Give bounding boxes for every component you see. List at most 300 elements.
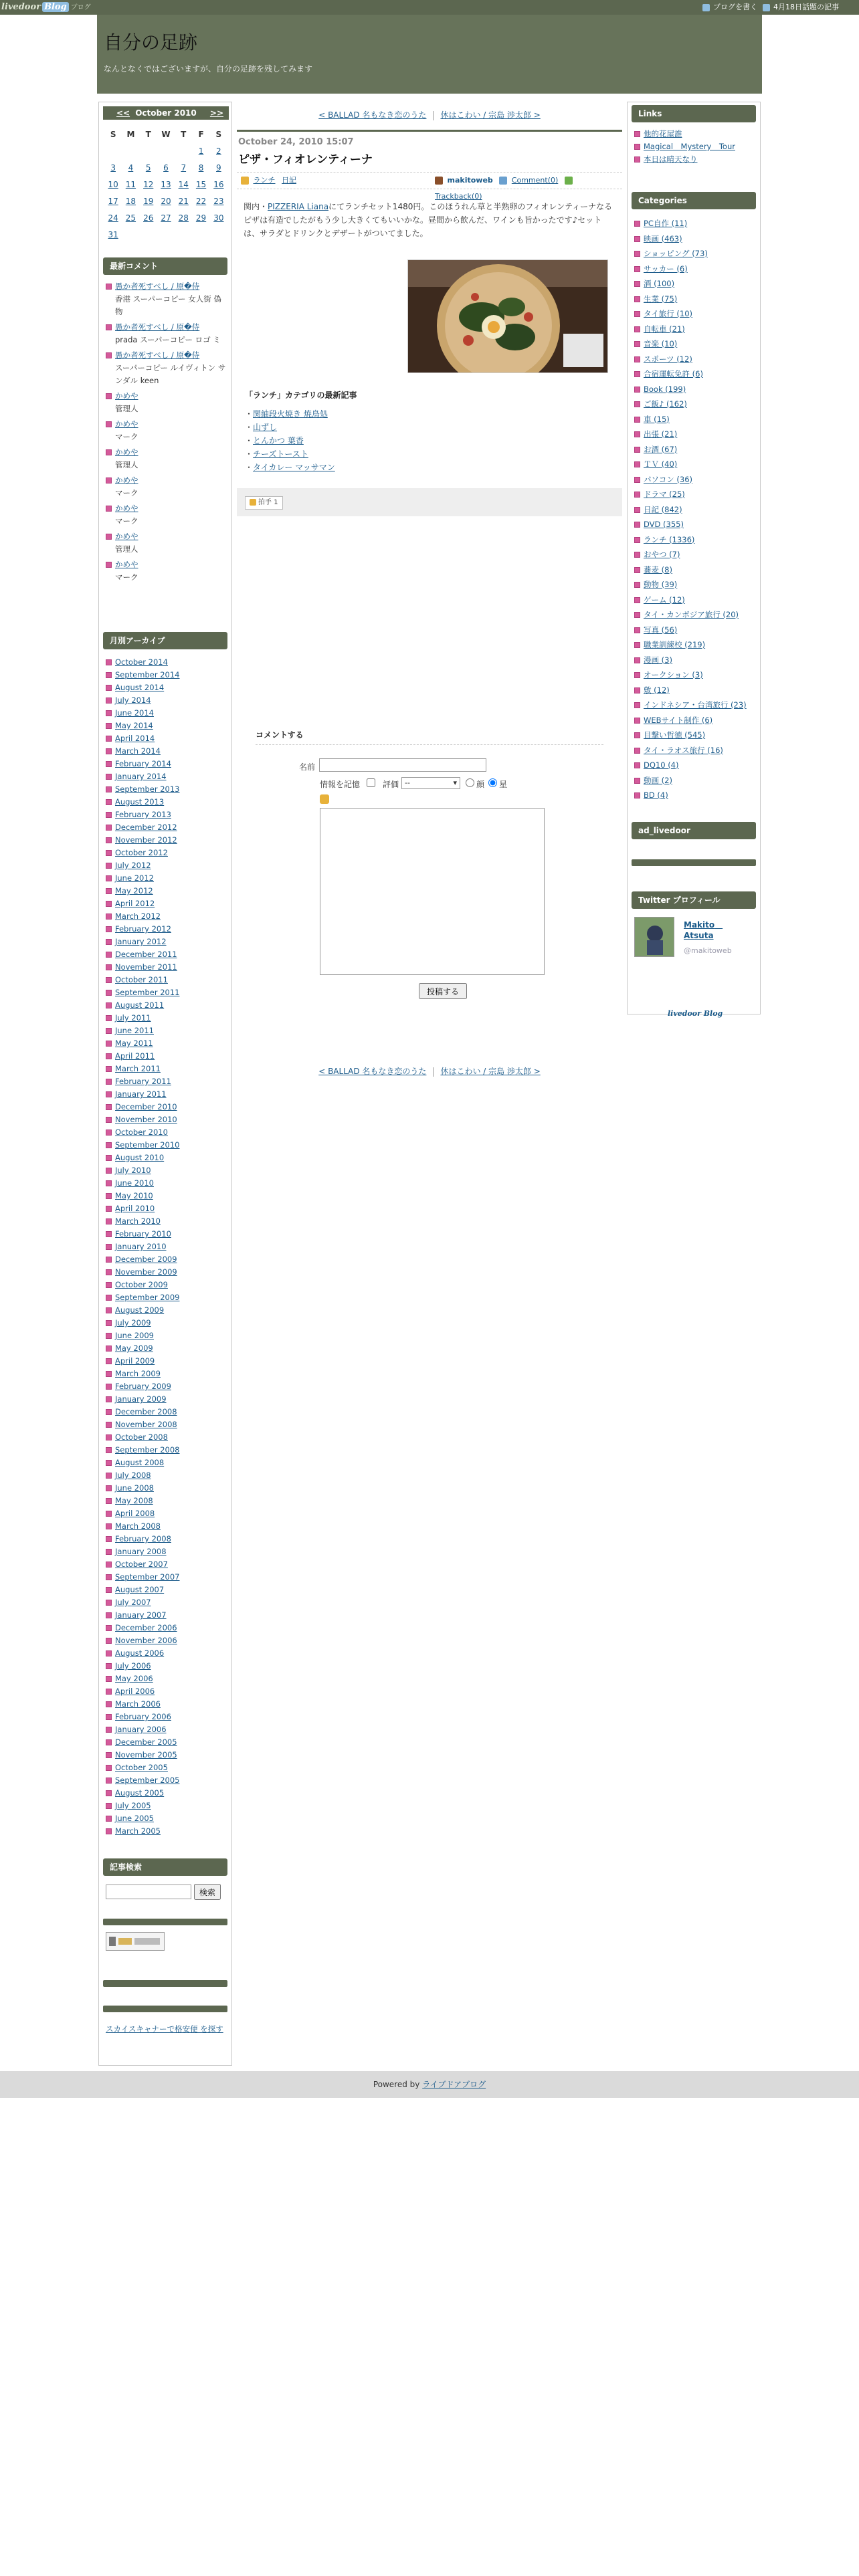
calendar-day[interactable]: 12 bbox=[143, 179, 154, 189]
archive-link[interactable]: December 2006 bbox=[115, 1623, 177, 1632]
category-link[interactable]: ゲーム (12) bbox=[644, 595, 685, 605]
calendar-day[interactable]: 1 bbox=[198, 146, 204, 156]
archive-item[interactable] bbox=[104, 1698, 226, 1711]
archive-item[interactable] bbox=[104, 770, 226, 783]
archive-item[interactable] bbox=[104, 1304, 226, 1317]
archive-item[interactable] bbox=[104, 1736, 226, 1749]
archive-item[interactable] bbox=[104, 783, 226, 796]
comment-post-link[interactable]: 愚か者死すべし / 原�侍 bbox=[115, 322, 200, 332]
livedoor-blog-link[interactable]: ライブドアブログ bbox=[422, 2080, 486, 2089]
archive-item[interactable] bbox=[104, 834, 226, 847]
archive-link[interactable]: October 2005 bbox=[115, 1763, 168, 1772]
calendar-day[interactable]: 14 bbox=[178, 179, 189, 189]
archive-item[interactable] bbox=[104, 1622, 226, 1634]
category-item[interactable] bbox=[633, 788, 755, 803]
category-item[interactable] bbox=[633, 743, 755, 758]
archive-item[interactable] bbox=[104, 1241, 226, 1253]
blog-title[interactable]: 自分の足跡 bbox=[104, 31, 198, 53]
category-item[interactable] bbox=[633, 593, 755, 608]
calendar-prev-link[interactable]: << bbox=[116, 108, 130, 118]
archive-item[interactable] bbox=[104, 821, 226, 834]
category-link[interactable]: Book (199) bbox=[644, 384, 686, 394]
archive-link[interactable]: December 2008 bbox=[115, 1407, 177, 1416]
archive-item[interactable] bbox=[104, 1139, 226, 1152]
archive-link[interactable]: April 2006 bbox=[115, 1687, 155, 1696]
author-link[interactable]: makitoweb bbox=[447, 176, 493, 185]
archive-link[interactable]: June 2012 bbox=[115, 873, 154, 883]
archive-link[interactable]: February 2008 bbox=[115, 1534, 171, 1543]
calendar-day[interactable]: 21 bbox=[178, 196, 189, 206]
archive-link[interactable]: June 2010 bbox=[115, 1178, 154, 1188]
archive-link[interactable]: September 2009 bbox=[115, 1293, 180, 1302]
archive-item[interactable] bbox=[104, 1355, 226, 1368]
prev-post-link[interactable]: < BALLAD 名もなき恋のうた bbox=[318, 110, 427, 120]
archive-item[interactable] bbox=[104, 885, 226, 897]
archive-link[interactable]: December 2009 bbox=[115, 1255, 177, 1264]
archive-link[interactable]: January 2014 bbox=[115, 772, 167, 781]
archive-item[interactable] bbox=[104, 1063, 226, 1075]
archive-item[interactable] bbox=[104, 1380, 226, 1393]
archive-link[interactable]: December 2010 bbox=[115, 1102, 177, 1111]
archive-item[interactable] bbox=[104, 847, 226, 859]
archive-link[interactable]: October 2009 bbox=[115, 1280, 168, 1289]
archive-item[interactable] bbox=[104, 910, 226, 923]
archive-link[interactable]: April 2014 bbox=[115, 734, 155, 743]
category-item[interactable] bbox=[633, 487, 755, 502]
category-link[interactable]: 自転車 (21) bbox=[644, 324, 685, 334]
archive-item[interactable] bbox=[104, 1609, 226, 1622]
archive-link[interactable]: September 2011 bbox=[115, 988, 180, 997]
calendar-day[interactable]: 2 bbox=[216, 146, 221, 156]
archive-item[interactable] bbox=[104, 1457, 226, 1469]
archive-item[interactable] bbox=[104, 1317, 226, 1329]
category-item[interactable] bbox=[633, 322, 755, 337]
archive-link[interactable]: August 2009 bbox=[115, 1305, 165, 1315]
archive-item[interactable] bbox=[104, 1088, 226, 1101]
calendar-day[interactable]: 9 bbox=[216, 163, 221, 173]
archive-item[interactable] bbox=[104, 1800, 226, 1812]
archive-item[interactable] bbox=[104, 1291, 226, 1304]
external-link[interactable]: Magical Mystery Tour bbox=[644, 142, 735, 151]
livedoor-blog-logo[interactable]: livedoor Blog bbox=[668, 1009, 723, 1018]
twitter-name[interactable]: Makito Atsuta bbox=[684, 920, 723, 940]
archive-item[interactable] bbox=[104, 1228, 226, 1241]
like-button[interactable] bbox=[245, 496, 283, 510]
category-link[interactable]: 映画 (463) bbox=[644, 233, 682, 243]
archive-link[interactable]: February 2011 bbox=[115, 1077, 171, 1086]
calendar-day[interactable]: 16 bbox=[213, 179, 224, 189]
archive-link[interactable]: May 2011 bbox=[115, 1039, 153, 1048]
counter-badge[interactable] bbox=[106, 1932, 165, 1951]
remember-checkbox[interactable] bbox=[367, 778, 375, 787]
calendar-day[interactable]: 10 bbox=[108, 179, 118, 189]
archive-link[interactable]: October 2008 bbox=[115, 1432, 168, 1442]
archive-item[interactable] bbox=[104, 1037, 226, 1050]
archive-item[interactable] bbox=[104, 1571, 226, 1584]
archive-item[interactable] bbox=[104, 1482, 226, 1495]
category-item[interactable] bbox=[633, 292, 755, 307]
category-link[interactable]: 車 (15) bbox=[644, 414, 670, 424]
archive-item[interactable] bbox=[104, 1685, 226, 1698]
category-link[interactable]: 音楽 (10) bbox=[644, 339, 678, 348]
calendar-day[interactable]: 4 bbox=[128, 163, 134, 173]
archive-item[interactable] bbox=[104, 809, 226, 821]
calendar-day[interactable]: 3 bbox=[110, 163, 116, 173]
archive-item[interactable] bbox=[104, 1050, 226, 1063]
calendar-day[interactable]: 11 bbox=[125, 179, 136, 189]
archive-link[interactable]: June 2008 bbox=[115, 1483, 154, 1493]
calendar-day[interactable]: 24 bbox=[108, 213, 118, 223]
archive-link[interactable]: July 2014 bbox=[115, 695, 151, 705]
category-link[interactable]: 動物 (39) bbox=[644, 580, 678, 589]
archive-item[interactable] bbox=[104, 1533, 226, 1545]
archive-item[interactable] bbox=[104, 1113, 226, 1126]
archive-link[interactable]: August 2005 bbox=[115, 1788, 165, 1798]
category-item[interactable] bbox=[633, 412, 755, 427]
archive-item[interactable] bbox=[104, 1711, 226, 1723]
category-link[interactable]: ショッピング (73) bbox=[644, 249, 708, 258]
category-item[interactable] bbox=[633, 457, 755, 472]
category-item[interactable] bbox=[633, 532, 755, 548]
archive-link[interactable]: May 2008 bbox=[115, 1496, 153, 1505]
comment-post-link[interactable]: 愚か者死すべし / 原�侍 bbox=[115, 282, 200, 291]
calendar-day[interactable]: 26 bbox=[143, 213, 154, 223]
topic-records-link[interactable]: 4月18日話題の記事 bbox=[763, 0, 839, 15]
archive-item[interactable] bbox=[104, 1368, 226, 1380]
archive-link[interactable]: June 2005 bbox=[115, 1814, 154, 1823]
category-link[interactable]: お酒 (67) bbox=[644, 444, 678, 454]
archive-item[interactable] bbox=[104, 1101, 226, 1113]
archive-link[interactable]: July 2007 bbox=[115, 1598, 151, 1607]
archive-link[interactable]: January 2007 bbox=[115, 1610, 167, 1620]
archive-item[interactable] bbox=[104, 1634, 226, 1647]
calendar-day[interactable]: 19 bbox=[143, 196, 154, 206]
archive-link[interactable]: November 2006 bbox=[115, 1636, 177, 1645]
archive-item[interactable] bbox=[104, 1342, 226, 1355]
external-link[interactable]: 他的花屋誰 bbox=[644, 129, 682, 138]
archive-link[interactable]: January 2008 bbox=[115, 1547, 167, 1556]
archive-item[interactable] bbox=[104, 1444, 226, 1457]
category-item[interactable] bbox=[633, 577, 755, 593]
comment-post-link[interactable]: かめや bbox=[115, 475, 138, 485]
archive-link[interactable]: August 2010 bbox=[115, 1153, 165, 1162]
category-item[interactable] bbox=[633, 517, 755, 532]
archive-item[interactable] bbox=[104, 1647, 226, 1660]
category-item[interactable] bbox=[633, 216, 755, 231]
category-link[interactable]: 蕎麦 (8) bbox=[644, 564, 672, 574]
archive-item[interactable] bbox=[104, 1177, 226, 1190]
category-item[interactable] bbox=[633, 397, 755, 412]
archive-item[interactable] bbox=[104, 986, 226, 999]
archive-link[interactable]: December 2005 bbox=[115, 1737, 177, 1747]
category-item[interactable] bbox=[633, 352, 755, 367]
archive-link[interactable]: February 2009 bbox=[115, 1382, 171, 1391]
calendar-day[interactable]: 27 bbox=[161, 213, 171, 223]
archive-item[interactable] bbox=[104, 732, 226, 745]
archive-link[interactable]: September 2005 bbox=[115, 1776, 180, 1785]
category-link[interactable]: パソコン (36) bbox=[644, 474, 693, 484]
archive-link[interactable]: March 2008 bbox=[115, 1521, 161, 1531]
category-item[interactable] bbox=[633, 637, 755, 653]
archive-item[interactable] bbox=[104, 999, 226, 1012]
category-link[interactable]: タイ旅行 (10) bbox=[644, 309, 693, 318]
archive-link[interactable]: December 2012 bbox=[115, 823, 177, 832]
category-link[interactable]: 敷 (12) bbox=[644, 685, 670, 695]
category-link[interactable]: WEBサイト制作 (6) bbox=[644, 715, 713, 725]
calendar-day[interactable]: 23 bbox=[213, 196, 224, 206]
archive-link[interactable]: November 2009 bbox=[115, 1267, 177, 1277]
archive-item[interactable] bbox=[104, 1787, 226, 1800]
archive-link[interactable]: November 2012 bbox=[115, 835, 177, 845]
latest-post-link[interactable]: 関紬段火焼き 焼鳥処 bbox=[253, 409, 328, 419]
archive-item[interactable] bbox=[104, 1660, 226, 1673]
rating-select[interactable]: -- ▾ bbox=[401, 777, 460, 789]
archive-item[interactable] bbox=[104, 1329, 226, 1342]
archive-link[interactable]: August 2011 bbox=[115, 1000, 165, 1010]
category-item[interactable] bbox=[633, 427, 755, 442]
archive-link[interactable]: April 2008 bbox=[115, 1509, 155, 1518]
face-radio[interactable] bbox=[466, 778, 474, 787]
links-item[interactable] bbox=[633, 140, 755, 153]
category-link[interactable]: DVD (355) bbox=[644, 520, 684, 529]
category-item[interactable] bbox=[633, 683, 755, 698]
calendar-day[interactable]: 29 bbox=[195, 213, 207, 223]
archive-item[interactable] bbox=[104, 1545, 226, 1558]
category-item[interactable] bbox=[633, 231, 755, 247]
calendar-day[interactable]: 15 bbox=[195, 179, 207, 189]
archive-link[interactable]: November 2011 bbox=[115, 962, 177, 972]
archive-link[interactable]: June 2011 bbox=[115, 1026, 154, 1035]
trackback-link[interactable]: Trackback(0) bbox=[435, 192, 482, 201]
archive-link[interactable]: February 2014 bbox=[115, 759, 171, 768]
archive-item[interactable] bbox=[104, 1723, 226, 1736]
category-link[interactable]: スポーツ (12) bbox=[644, 354, 692, 364]
archive-item[interactable] bbox=[104, 669, 226, 681]
archive-item[interactable] bbox=[104, 681, 226, 694]
archive-item[interactable] bbox=[104, 1469, 226, 1482]
archive-item[interactable] bbox=[104, 897, 226, 910]
archive-link[interactable]: February 2010 bbox=[115, 1229, 171, 1239]
archive-item[interactable] bbox=[104, 1761, 226, 1774]
comment-post-link[interactable]: かめや bbox=[115, 391, 138, 401]
next-post-link[interactable]: 休はこわい / 宗島 渉太郎 > bbox=[440, 110, 541, 120]
category-link[interactable]: インドネシア・台湾旅行 (23) bbox=[644, 700, 747, 710]
archive-link[interactable]: October 2010 bbox=[115, 1128, 168, 1137]
calendar-day[interactable]: 20 bbox=[161, 196, 171, 206]
archive-link[interactable]: October 2014 bbox=[115, 657, 168, 667]
archive-link[interactable]: March 2010 bbox=[115, 1216, 161, 1226]
archive-link[interactable]: January 2010 bbox=[115, 1242, 167, 1251]
category-link[interactable]: 職業訓練校 (219) bbox=[644, 640, 706, 649]
calendar-day[interactable]: 22 bbox=[195, 196, 207, 206]
archive-item[interactable] bbox=[104, 1596, 226, 1609]
external-link[interactable]: 本日は晴天なり bbox=[644, 154, 698, 164]
archive-item[interactable] bbox=[104, 796, 226, 809]
archive-link[interactable]: July 2005 bbox=[115, 1801, 151, 1810]
category-link[interactable]: ランチ bbox=[253, 176, 276, 185]
archive-item[interactable] bbox=[104, 859, 226, 872]
calendar-day[interactable]: 25 bbox=[125, 213, 136, 223]
archive-link[interactable]: September 2008 bbox=[115, 1445, 180, 1455]
category-item[interactable] bbox=[633, 758, 755, 773]
category-link[interactable]: 目撃い哲徳 (545) bbox=[644, 730, 706, 740]
archive-item[interactable] bbox=[104, 936, 226, 948]
archive-item[interactable] bbox=[104, 1507, 226, 1520]
category-item[interactable] bbox=[633, 728, 755, 743]
archive-item[interactable] bbox=[104, 1152, 226, 1164]
archive-item[interactable] bbox=[104, 1202, 226, 1215]
star-radio[interactable] bbox=[488, 778, 497, 787]
archive-link[interactable]: August 2008 bbox=[115, 1458, 165, 1467]
archive-link[interactable]: March 2005 bbox=[115, 1826, 161, 1836]
archive-link[interactable]: October 2007 bbox=[115, 1560, 168, 1569]
archive-item[interactable] bbox=[104, 1431, 226, 1444]
category-link[interactable]: ＴＶ (40) bbox=[644, 459, 678, 469]
archive-link[interactable]: March 2014 bbox=[115, 746, 161, 756]
category-item[interactable] bbox=[633, 562, 755, 578]
archive-link[interactable]: July 2011 bbox=[115, 1013, 151, 1023]
archive-link[interactable]: February 2012 bbox=[115, 924, 171, 934]
archive-link[interactable]: November 2008 bbox=[115, 1420, 177, 1429]
archive-item[interactable] bbox=[104, 1584, 226, 1596]
category-link[interactable]: PC自作 (11) bbox=[644, 219, 688, 228]
category-item[interactable] bbox=[633, 607, 755, 623]
archive-item[interactable] bbox=[104, 720, 226, 732]
post-title[interactable]: ピザ・フィオレンティーナ bbox=[238, 153, 373, 167]
category-link[interactable]: おやつ (7) bbox=[644, 550, 680, 559]
calendar-day[interactable]: 13 bbox=[161, 179, 171, 189]
archive-link[interactable]: July 2008 bbox=[115, 1471, 151, 1480]
latest-post-link[interactable]: 山ずし bbox=[253, 423, 278, 432]
category-link[interactable]: 日記 (842) bbox=[644, 504, 682, 514]
comment-post-link[interactable]: かめや bbox=[115, 532, 138, 541]
archive-link[interactable]: July 2010 bbox=[115, 1166, 151, 1175]
archive-item[interactable] bbox=[104, 961, 226, 974]
archive-item[interactable] bbox=[104, 923, 226, 936]
comment-textarea[interactable] bbox=[320, 808, 545, 975]
links-item[interactable] bbox=[633, 128, 755, 140]
archive-link[interactable]: February 2006 bbox=[115, 1712, 171, 1721]
category-link[interactable]: 酒 (100) bbox=[644, 279, 675, 288]
pizza-photo[interactable] bbox=[407, 259, 608, 373]
category-link[interactable]: BD (4) bbox=[644, 790, 668, 800]
archive-link[interactable]: September 2013 bbox=[115, 784, 180, 794]
archive-item[interactable] bbox=[104, 1520, 226, 1533]
calendar-day[interactable]: 30 bbox=[213, 213, 224, 223]
category-item[interactable] bbox=[633, 472, 755, 488]
archive-link[interactable]: April 2009 bbox=[115, 1356, 155, 1366]
archive-link[interactable]: July 2006 bbox=[115, 1661, 151, 1671]
archive-item[interactable] bbox=[104, 1774, 226, 1787]
category-item[interactable] bbox=[633, 697, 755, 713]
submit-comment-button[interactable]: 投稿する bbox=[419, 983, 467, 999]
archive-link[interactable]: April 2010 bbox=[115, 1204, 155, 1213]
archive-link[interactable]: May 2006 bbox=[115, 1674, 153, 1683]
archive-link[interactable]: April 2011 bbox=[115, 1051, 155, 1061]
category-link[interactable]: サッカー (6) bbox=[644, 263, 688, 274]
archive-item[interactable] bbox=[104, 1215, 226, 1228]
category-item[interactable] bbox=[633, 382, 755, 397]
archive-link[interactable]: December 2011 bbox=[115, 950, 177, 959]
comments-link[interactable]: Comment(0) bbox=[511, 176, 559, 185]
archive-item[interactable] bbox=[104, 1190, 226, 1202]
archive-item[interactable] bbox=[104, 1266, 226, 1279]
comment-post-link[interactable]: かめや bbox=[115, 504, 138, 513]
calendar-day[interactable]: 7 bbox=[181, 163, 187, 173]
archive-link[interactable]: July 2012 bbox=[115, 861, 151, 870]
archive-item[interactable] bbox=[104, 1025, 226, 1037]
category-item[interactable] bbox=[633, 547, 755, 562]
category-item[interactable] bbox=[633, 246, 755, 261]
category-link[interactable]: 出張 (21) bbox=[644, 429, 678, 439]
next-post-link[interactable]: 休はこわい / 宗島 渉太郎 > bbox=[440, 1067, 541, 1076]
archive-item[interactable] bbox=[104, 1164, 226, 1177]
calendar-day[interactable]: 31 bbox=[108, 229, 118, 239]
archive-link[interactable]: August 2006 bbox=[115, 1648, 165, 1658]
archive-link[interactable]: September 2014 bbox=[115, 670, 180, 679]
comment-post-link[interactable]: かめや bbox=[115, 447, 138, 457]
category-item[interactable] bbox=[633, 773, 755, 788]
search-button[interactable]: 検索 bbox=[194, 1884, 221, 1900]
archive-item[interactable] bbox=[104, 1418, 226, 1431]
links-item[interactable] bbox=[633, 153, 755, 166]
category-item[interactable] bbox=[633, 623, 755, 638]
archive-link[interactable]: June 2009 bbox=[115, 1331, 154, 1340]
archive-item[interactable] bbox=[104, 694, 226, 707]
archive-item[interactable] bbox=[104, 1825, 226, 1838]
category-link[interactable]: タイ・カンボジア旅行 (20) bbox=[644, 610, 739, 619]
category-link[interactable]: ドラマ (25) bbox=[644, 490, 685, 499]
calendar-day[interactable]: 8 bbox=[198, 163, 204, 173]
category-item[interactable] bbox=[633, 442, 755, 457]
category-link[interactable]: 動画 (2) bbox=[644, 775, 672, 785]
calendar-day[interactable]: 6 bbox=[163, 163, 169, 173]
archive-item[interactable] bbox=[104, 707, 226, 720]
category-link[interactable]: 合宿運転免許 (6) bbox=[644, 369, 703, 379]
category-link[interactable]: オークション (3) bbox=[644, 670, 703, 679]
latest-post-link[interactable]: とんかつ 葉香 bbox=[253, 436, 304, 445]
category-item[interactable] bbox=[633, 502, 755, 518]
archive-link[interactable]: February 2013 bbox=[115, 810, 171, 819]
category-item[interactable] bbox=[633, 366, 755, 382]
archive-link[interactable]: June 2014 bbox=[115, 708, 154, 718]
archive-link[interactable]: May 2014 bbox=[115, 721, 153, 730]
category-link[interactable]: ご飯♪ (162) bbox=[644, 399, 687, 409]
archive-item[interactable] bbox=[104, 872, 226, 885]
archive-item[interactable] bbox=[104, 1279, 226, 1291]
archive-link[interactable]: March 2006 bbox=[115, 1699, 161, 1709]
archive-link[interactable]: August 2007 bbox=[115, 1585, 165, 1594]
archive-item[interactable] bbox=[104, 1393, 226, 1406]
category-item[interactable] bbox=[633, 276, 755, 292]
category-link[interactable]: 写真 (56) bbox=[644, 625, 678, 635]
livedoor-logo[interactable] bbox=[1, 1, 91, 14]
archive-item[interactable] bbox=[104, 656, 226, 669]
category-item[interactable] bbox=[633, 306, 755, 322]
archive-link[interactable]: January 2006 bbox=[115, 1725, 167, 1734]
archive-item[interactable] bbox=[104, 1812, 226, 1825]
search-input[interactable] bbox=[106, 1885, 191, 1899]
category-link[interactable]: ランチ (1336) bbox=[644, 534, 695, 544]
archive-item[interactable] bbox=[104, 1253, 226, 1266]
comment-post-link[interactable]: 愚か者死すべし / 原�侍 bbox=[115, 350, 200, 360]
archive-item[interactable] bbox=[104, 758, 226, 770]
archive-link[interactable]: May 2009 bbox=[115, 1344, 153, 1353]
archive-link[interactable]: April 2012 bbox=[115, 899, 155, 908]
archive-link[interactable]: March 2009 bbox=[115, 1369, 161, 1378]
calendar-day[interactable]: 5 bbox=[145, 163, 151, 173]
archive-item[interactable] bbox=[104, 745, 226, 758]
